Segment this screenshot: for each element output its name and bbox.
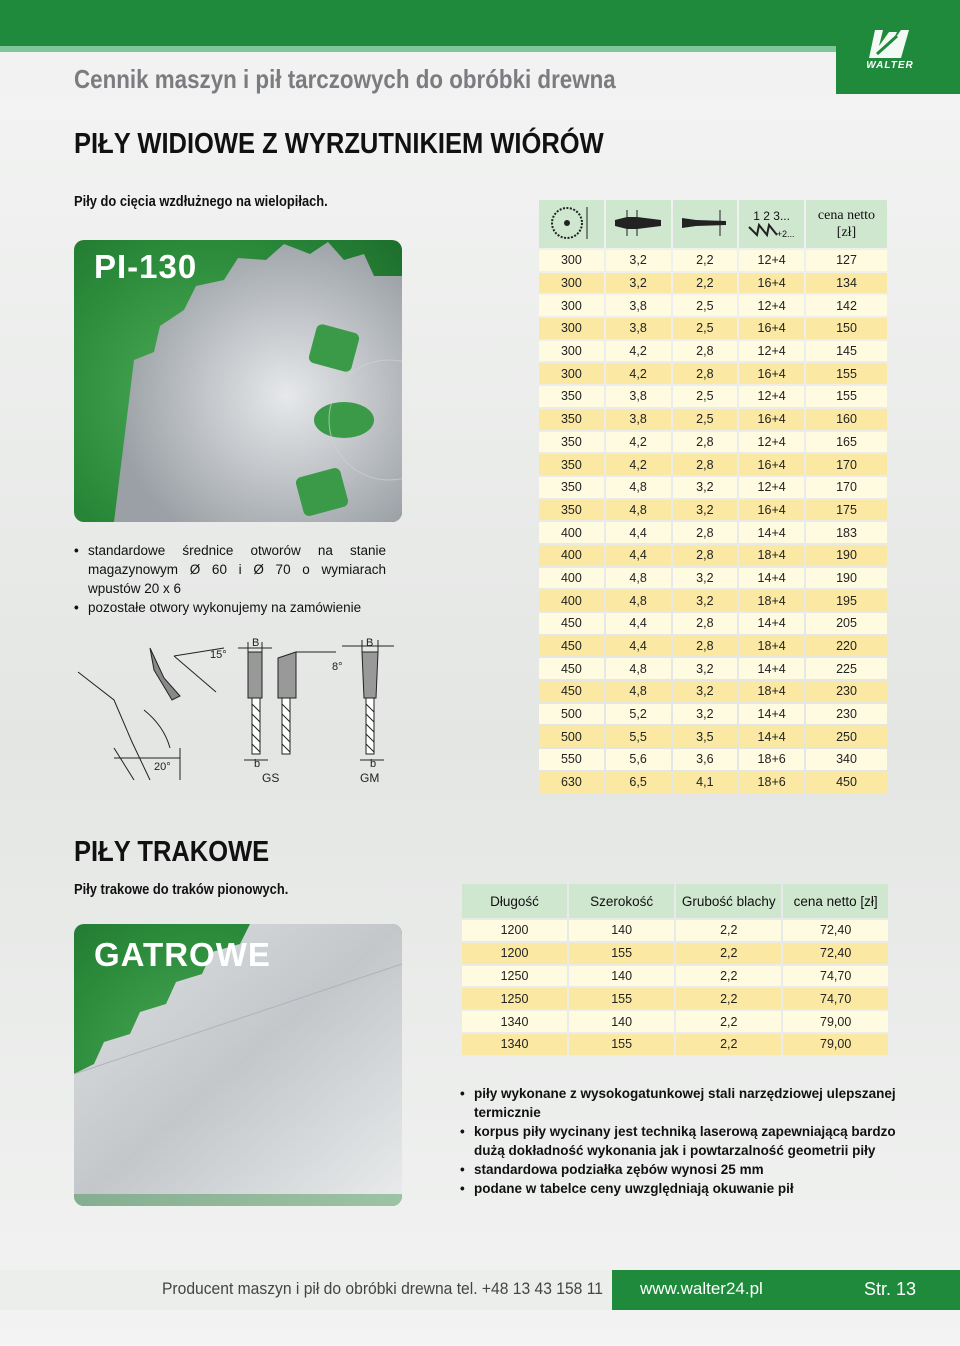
table-cell: 190 <box>806 545 887 566</box>
bullet-item: • podane w tabelce ceny uwzględniają okuwanie pił <box>460 1179 920 1198</box>
table-row <box>539 409 887 430</box>
table-row <box>539 545 887 566</box>
table-cell: 300 <box>539 341 604 362</box>
bullet-item: • piły wykonane z wysokogatunkowej stali narzędziowej ulepszanej termicznie <box>460 1084 920 1122</box>
table-cell: 3,2 <box>673 477 738 498</box>
table-cell: 142 <box>806 295 887 316</box>
gm-label: GM <box>360 771 380 785</box>
table-cell: 4,1 <box>673 772 738 793</box>
table-cell: 16+4 <box>739 409 804 430</box>
table-row <box>539 749 887 770</box>
table-cell: 550 <box>539 749 604 770</box>
table-cell: 4,8 <box>606 568 671 589</box>
table-cell: 205 <box>806 613 887 634</box>
table-cell: 2,2 <box>676 1034 781 1055</box>
gs-label: GS <box>262 771 280 785</box>
col-thickness: Grubość blachy <box>676 884 781 918</box>
table-cell: 350 <box>539 409 604 430</box>
table-cell: 2,8 <box>673 545 738 566</box>
table-cell: 2,8 <box>673 522 738 543</box>
section1-bullets <box>74 541 386 617</box>
table-cell: 1340 <box>462 1011 567 1032</box>
table-cell: 400 <box>539 590 604 611</box>
table-cell: 4,8 <box>606 590 671 611</box>
table-cell: 5,6 <box>606 749 671 770</box>
table-cell: 4,4 <box>606 545 671 566</box>
table-cell: 140 <box>569 920 674 941</box>
section2-subheading: Piły trakowe do traków pionowych. <box>74 881 289 898</box>
table-cell: 230 <box>806 704 887 725</box>
table-row <box>539 658 887 679</box>
table-cell: 183 <box>806 522 887 543</box>
table-cell: 300 <box>539 363 604 384</box>
table-cell: 450 <box>539 613 604 634</box>
bullet-item: • pozostałe otwory wykonujemy na zamówienie <box>74 598 386 617</box>
table-cell: 1250 <box>462 966 567 987</box>
table-cell: 1340 <box>462 1034 567 1055</box>
table-cell: 1200 <box>462 920 567 941</box>
table-row <box>539 568 887 589</box>
section1-heading: PIŁY WIDIOWE Z WYRZUTNIKIEM WIÓRÓW <box>74 128 604 160</box>
table-cell: 155 <box>806 386 887 407</box>
table-cell: 3,5 <box>673 726 738 747</box>
table-cell: 190 <box>806 568 887 589</box>
gatrowe-table-body <box>462 920 888 1055</box>
table-cell: 145 <box>806 341 887 362</box>
table-cell: 2,8 <box>673 341 738 362</box>
table-cell: 300 <box>539 295 604 316</box>
table-cell: 12+4 <box>739 341 804 362</box>
table-cell: 18+4 <box>739 545 804 566</box>
table-cell: 300 <box>539 318 604 339</box>
table-cell: 18+6 <box>739 772 804 793</box>
table-cell: 2,2 <box>676 988 781 1009</box>
table-cell: 4,4 <box>606 613 671 634</box>
table-cell: 2,2 <box>673 250 738 271</box>
table-row <box>462 1034 888 1055</box>
table-row <box>462 988 888 1009</box>
table-cell: 2,8 <box>673 636 738 657</box>
table-cell: 170 <box>806 477 887 498</box>
table-cell: 2,8 <box>673 454 738 475</box>
table-cell: 450 <box>806 772 887 793</box>
table-row <box>539 726 887 747</box>
table-cell: 14+4 <box>739 522 804 543</box>
table-cell: 140 <box>569 1011 674 1032</box>
table-cell: 16+4 <box>739 273 804 294</box>
table-cell: 155 <box>569 943 674 964</box>
table-cell: 72,40 <box>783 920 888 941</box>
table-row <box>539 681 887 702</box>
table-row <box>539 636 887 657</box>
gatrowe-title: GATROWE <box>94 936 271 973</box>
table-cell: 300 <box>539 250 604 271</box>
table-cell: 2,2 <box>676 1011 781 1032</box>
table-cell: 134 <box>806 273 887 294</box>
table-cell: 14+4 <box>739 658 804 679</box>
pi130-table-body <box>539 250 887 793</box>
producer-contact: Producent maszyn i pił do obróbki drewna tel. +48 13 43 158 11 <box>162 1279 603 1298</box>
bullet-item: • standardowa podziałka zębów wynosi 25 mm <box>460 1160 920 1179</box>
table-cell: 165 <box>806 432 887 453</box>
table-cell: 1200 <box>462 943 567 964</box>
table-row <box>539 295 887 316</box>
table-row <box>539 432 887 453</box>
table-cell: 630 <box>539 772 604 793</box>
table-row <box>539 386 887 407</box>
table-cell: 16+4 <box>739 500 804 521</box>
table-cell: 4,2 <box>606 454 671 475</box>
table-cell: 155 <box>806 363 887 384</box>
table-row <box>539 704 887 725</box>
table-cell: 5,2 <box>606 704 671 725</box>
table-row <box>539 477 887 498</box>
table-cell: 300 <box>539 273 604 294</box>
table-cell: 12+4 <box>739 295 804 316</box>
gatrowe-price-table <box>460 882 890 1057</box>
table-cell: 16+4 <box>739 454 804 475</box>
tooth-geometry-diagram <box>74 630 404 790</box>
table-cell: 18+4 <box>739 590 804 611</box>
col-price: cena netto [zł] <box>783 884 888 918</box>
table-cell: 6,5 <box>606 772 671 793</box>
table-cell: 400 <box>539 545 604 566</box>
table-cell: 2,8 <box>673 363 738 384</box>
table-cell: 12+4 <box>739 477 804 498</box>
table-cell: 2,5 <box>673 318 738 339</box>
dim-b-upper-gs: B <box>252 637 260 649</box>
table-cell: 14+4 <box>739 726 804 747</box>
pi130-price-table <box>537 198 889 795</box>
dim-b-lower-gm: b <box>370 758 377 770</box>
angle-20-label: 20° <box>154 761 171 773</box>
table-cell: 79,00 <box>783 1011 888 1032</box>
table-cell: 79,00 <box>783 1034 888 1055</box>
footer-left <box>0 1270 612 1310</box>
dim-b-lower-gs: b <box>254 758 261 770</box>
section2-bullets <box>460 1084 920 1198</box>
table-cell: 140 <box>569 966 674 987</box>
table-cell: 450 <box>539 636 604 657</box>
table-cell: 170 <box>806 454 887 475</box>
table-cell: 18+4 <box>739 636 804 657</box>
table-cell: 2,8 <box>673 432 738 453</box>
table-cell: 4,8 <box>606 477 671 498</box>
table-cell: 14+4 <box>739 613 804 634</box>
header-band <box>0 0 960 50</box>
table-cell: 14+4 <box>739 568 804 589</box>
section1-subheading: Piły do cięcia wzdłużnego na wielopiłach. <box>74 193 328 210</box>
table-cell: 3,2 <box>673 590 738 611</box>
header-stripe <box>0 46 840 52</box>
price-header-label: cena netto <box>817 208 876 223</box>
table-row <box>462 943 888 964</box>
bullet-item: • korpus piły wycinany jest techniką laserową zapewniającą bardzo dużą dokładność wykonania jak i powtarzalność geometrii piły <box>460 1122 920 1160</box>
table-cell: 4,4 <box>606 636 671 657</box>
col-body-icon <box>673 200 738 248</box>
table-row <box>539 341 887 362</box>
table-cell: 72,40 <box>783 943 888 964</box>
table-cell: 4,2 <box>606 363 671 384</box>
footer <box>0 1270 960 1310</box>
table-cell: 12+4 <box>739 386 804 407</box>
table-cell: 18+4 <box>739 681 804 702</box>
logo-text: WALTER <box>866 60 914 71</box>
table-cell: 16+4 <box>739 363 804 384</box>
table-cell: 4,8 <box>606 681 671 702</box>
table-cell: 450 <box>539 681 604 702</box>
table-row <box>462 966 888 987</box>
table-cell: 3,2 <box>673 500 738 521</box>
angle-15-label: 15° <box>210 649 227 661</box>
table-cell: 3,8 <box>606 295 671 316</box>
table-cell: 350 <box>539 454 604 475</box>
table-cell: 3,8 <box>606 386 671 407</box>
price-unit-label: [zł] <box>836 225 857 240</box>
table-cell: 12+4 <box>739 432 804 453</box>
table-row <box>539 590 887 611</box>
table-cell: 350 <box>539 386 604 407</box>
table-cell: 16+4 <box>739 318 804 339</box>
table-cell: 3,8 <box>606 409 671 430</box>
table-cell: 127 <box>806 250 887 271</box>
table-cell: 3,2 <box>673 568 738 589</box>
table-cell: 4,8 <box>606 500 671 521</box>
table-row <box>539 772 887 793</box>
table-cell: 500 <box>539 704 604 725</box>
table-row <box>539 273 887 294</box>
table-cell: 2,8 <box>673 613 738 634</box>
table-cell: 400 <box>539 568 604 589</box>
table-cell: 3,6 <box>673 749 738 770</box>
table-cell: 175 <box>806 500 887 521</box>
table-row <box>539 613 887 634</box>
table-row <box>539 500 887 521</box>
pi130-title: PI-130 <box>94 248 198 285</box>
table-row <box>462 1011 888 1032</box>
table-cell: 18+6 <box>739 749 804 770</box>
table-cell: 4,4 <box>606 522 671 543</box>
col-diameter-icon <box>539 200 604 248</box>
walter-logo <box>862 26 918 78</box>
table-row <box>539 318 887 339</box>
gatrowe-image-panel <box>74 924 402 1206</box>
logo-emblem-icon <box>867 26 913 60</box>
page-number: Str. 13 <box>863 1279 916 1299</box>
section2-heading: PIŁY TRAKOWE <box>74 836 270 868</box>
col-teeth-header <box>739 200 804 248</box>
table-cell: 4,2 <box>606 341 671 362</box>
table-cell: 3,8 <box>606 318 671 339</box>
table-cell: 160 <box>806 409 887 430</box>
table-row <box>539 522 887 543</box>
table-cell: 195 <box>806 590 887 611</box>
table-cell: 155 <box>569 1034 674 1055</box>
table-cell: 3,2 <box>673 681 738 702</box>
table-cell: 5,5 <box>606 726 671 747</box>
table-cell: 74,70 <box>783 988 888 1009</box>
col-price-header <box>806 200 887 248</box>
website-link[interactable]: www.walter24.pl <box>640 1279 763 1298</box>
table-cell: 150 <box>806 318 887 339</box>
table-cell: 2,5 <box>673 295 738 316</box>
table-cell: 2,5 <box>673 409 738 430</box>
teeth-count-label: 1 2 3... <box>753 209 790 223</box>
table-cell: 12+4 <box>739 250 804 271</box>
table-cell: 4,8 <box>606 658 671 679</box>
table-cell: 3,2 <box>673 658 738 679</box>
table-cell: 220 <box>806 636 887 657</box>
table-cell: 3,2 <box>606 273 671 294</box>
table-row <box>539 250 887 271</box>
table-cell: 14+4 <box>739 704 804 725</box>
page-title: Cennik maszyn i pił tarczowych do obróbki drewna <box>74 64 616 94</box>
col-width: Szerokość <box>569 884 674 918</box>
teeth-extra-label: +2... <box>776 229 795 239</box>
table-cell: 74,70 <box>783 966 888 987</box>
table-row <box>539 454 887 475</box>
col-length: Długość <box>462 884 567 918</box>
table-cell: 350 <box>539 500 604 521</box>
table-cell: 1250 <box>462 988 567 1009</box>
table-cell: 2,2 <box>673 273 738 294</box>
table-cell: 230 <box>806 681 887 702</box>
table-cell: 2,2 <box>676 943 781 964</box>
bullet-item: • standardowe średnice otworów na stanie magazynowym Ø 60 i Ø 70 o wymiarach wpustów 20 x 6 <box>74 541 386 598</box>
table-cell: 3,2 <box>673 704 738 725</box>
pi130-image-panel <box>74 240 402 522</box>
table-row <box>462 920 888 941</box>
table-cell: 450 <box>539 658 604 679</box>
col-kerf-icon <box>606 200 671 248</box>
table-cell: 250 <box>806 726 887 747</box>
angle-8-label: 8° <box>332 661 343 673</box>
dim-b-upper-gm: B <box>366 637 374 649</box>
table-cell: 350 <box>539 477 604 498</box>
table-cell: 3,2 <box>606 250 671 271</box>
table-cell: 155 <box>569 988 674 1009</box>
table-cell: 500 <box>539 726 604 747</box>
table-cell: 400 <box>539 522 604 543</box>
footer-right <box>612 1270 960 1310</box>
table-cell: 340 <box>806 749 887 770</box>
table-cell: 2,5 <box>673 386 738 407</box>
table-cell: 4,2 <box>606 432 671 453</box>
table-cell: 2,2 <box>676 920 781 941</box>
table-cell: 2,2 <box>676 966 781 987</box>
table-cell: 225 <box>806 658 887 679</box>
table-cell: 350 <box>539 432 604 453</box>
table-row <box>539 363 887 384</box>
